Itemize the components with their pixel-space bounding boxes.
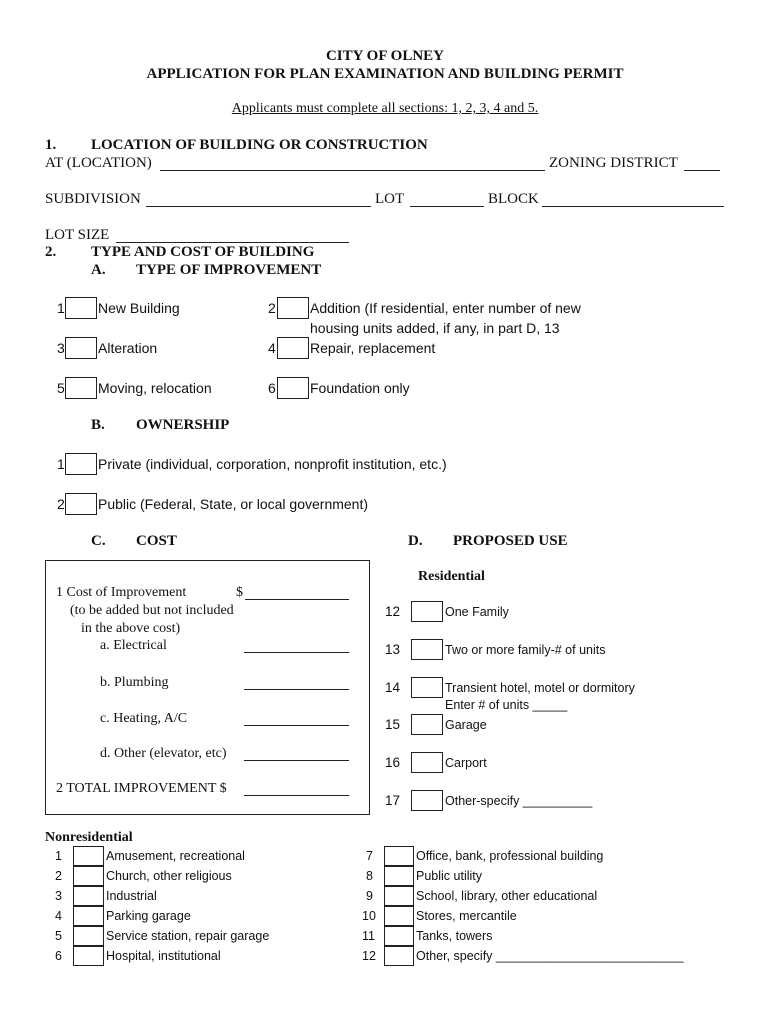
nonres-11-label: Tanks, towers bbox=[416, 929, 493, 943]
improvement-6-label: Foundation only bbox=[310, 380, 410, 396]
ownership-1-label: Private (individual, corporation, nonprofit institution, etc.) bbox=[98, 456, 447, 472]
cost-improvement-note-cont: in the above cost) bbox=[81, 621, 181, 636]
nonres-12-label: Other, specify ___________________________ bbox=[416, 949, 684, 963]
residential-17-number: 17 bbox=[385, 793, 401, 808]
ownership-2-label: Public (Federal, State, or local government) bbox=[98, 496, 369, 512]
cost-total-field[interactable] bbox=[244, 795, 349, 796]
improvement-5-number: 5 bbox=[57, 380, 65, 396]
nonres-1-label: Amusement, recreational bbox=[106, 849, 245, 863]
improvement-4-checkbox[interactable] bbox=[277, 337, 309, 359]
residential-14-units: Enter # of units _____ bbox=[445, 698, 568, 712]
at-location-label: AT (LOCATION) bbox=[45, 155, 152, 171]
residential-16-checkbox[interactable] bbox=[411, 752, 443, 773]
nonres-12-number: 12 bbox=[362, 949, 376, 963]
improvement-4-label: Repair, replacement bbox=[310, 340, 436, 356]
nonres-3-label: Industrial bbox=[106, 889, 157, 903]
residential-16-number: 16 bbox=[385, 755, 401, 770]
subdivision-field[interactable] bbox=[146, 206, 371, 207]
block-field[interactable] bbox=[542, 206, 724, 207]
nonres-12-checkbox[interactable] bbox=[384, 946, 414, 966]
subsection-c-title: COST bbox=[136, 533, 177, 549]
residential-12-label: One Family bbox=[445, 605, 509, 619]
residential-15-checkbox[interactable] bbox=[411, 714, 443, 735]
ownership-1-number: 1 bbox=[57, 456, 65, 472]
residential-14-checkbox[interactable] bbox=[411, 677, 443, 698]
improvement-1-label: New Building bbox=[98, 300, 180, 316]
section-1-title: LOCATION OF BUILDING OR CONSTRUCTION bbox=[91, 137, 428, 153]
improvement-2-number: 2 bbox=[268, 300, 276, 316]
nonres-5-number: 5 bbox=[55, 929, 62, 943]
subsection-c-letter: C. bbox=[91, 533, 106, 549]
lot-field[interactable] bbox=[410, 206, 484, 207]
improvement-3-number: 3 bbox=[57, 340, 65, 356]
form-city: CITY OF OLNEY bbox=[325, 48, 445, 64]
cost-heating-field[interactable] bbox=[244, 725, 349, 726]
nonres-5-checkbox[interactable] bbox=[73, 926, 104, 946]
improvement-6-checkbox[interactable] bbox=[277, 377, 309, 399]
improvement-1-checkbox[interactable] bbox=[65, 297, 97, 319]
residential-15-label: Garage bbox=[445, 718, 487, 732]
improvement-2-label: Addition (If residential, enter number of new bbox=[310, 300, 581, 316]
nonres-7-label: Office, bank, professional building bbox=[416, 849, 604, 863]
subsection-d-title: PROPOSED USE bbox=[453, 533, 568, 549]
lot-size-label: LOT SIZE bbox=[45, 227, 110, 243]
zoning-district-field[interactable] bbox=[684, 170, 720, 171]
cost-plumbing-label: b. Plumbing bbox=[100, 675, 169, 690]
cost-plumbing-field[interactable] bbox=[244, 689, 349, 690]
cost-electrical-field[interactable] bbox=[244, 652, 349, 653]
at-location-field[interactable] bbox=[160, 170, 545, 171]
residential-17-checkbox[interactable] bbox=[411, 790, 443, 811]
improvement-2-label-cont: housing units added, if any, in part D, 13 bbox=[310, 320, 560, 336]
nonres-1-number: 1 bbox=[55, 849, 62, 863]
ownership-2-number: 2 bbox=[57, 496, 65, 512]
improvement-6-number: 6 bbox=[268, 380, 276, 396]
residential-14-label: Transient hotel, motel or dormitory bbox=[445, 681, 635, 695]
residential-13-label: Two or more family-# of units bbox=[445, 643, 606, 657]
improvement-1-number: 1 bbox=[57, 300, 65, 316]
nonres-10-label: Stores, mercantile bbox=[416, 909, 517, 923]
nonres-9-number: 9 bbox=[366, 889, 373, 903]
nonres-7-number: 7 bbox=[366, 849, 373, 863]
nonres-5-label: Service station, repair garage bbox=[106, 929, 270, 943]
zoning-district-label: ZONING DISTRICT bbox=[549, 155, 678, 171]
residential-17-label: Other-specify __________ bbox=[445, 794, 593, 808]
nonres-2-number: 2 bbox=[55, 869, 62, 883]
cost-other-field[interactable] bbox=[244, 760, 349, 761]
section-2-title: TYPE AND COST OF BUILDING bbox=[91, 244, 315, 260]
nonres-9-label: School, library, other educational bbox=[416, 889, 598, 903]
residential-12-number: 12 bbox=[385, 604, 401, 619]
improvement-3-label: Alteration bbox=[98, 340, 158, 356]
nonres-7-checkbox[interactable] bbox=[384, 846, 414, 866]
improvement-2-checkbox[interactable] bbox=[277, 297, 309, 319]
cost-improvement-field[interactable] bbox=[245, 599, 349, 600]
nonres-10-number: 10 bbox=[362, 909, 376, 923]
subsection-d-letter: D. bbox=[408, 533, 423, 549]
nonres-4-label: Parking garage bbox=[106, 909, 191, 923]
lot-label: LOT bbox=[375, 191, 405, 207]
nonres-6-checkbox[interactable] bbox=[73, 946, 104, 966]
ownership-2-checkbox[interactable] bbox=[65, 493, 97, 515]
nonres-6-number: 6 bbox=[55, 949, 62, 963]
nonres-3-number: 3 bbox=[55, 889, 62, 903]
nonres-8-label: Public utility bbox=[416, 869, 482, 883]
nonres-11-number: 11 bbox=[362, 929, 375, 943]
cost-improvement-dollar: $ bbox=[236, 585, 243, 600]
nonres-2-label: Church, other religious bbox=[106, 869, 232, 883]
residential-12-checkbox[interactable] bbox=[411, 601, 443, 622]
residential-13-number: 13 bbox=[385, 642, 401, 657]
cost-total-label: 2 TOTAL IMPROVEMENT $ bbox=[56, 781, 227, 796]
cost-improvement-label: 1 Cost of Improvement bbox=[56, 585, 187, 600]
cost-heating-label: c. Heating, A/C bbox=[100, 711, 188, 726]
subsection-a-title: TYPE OF IMPROVEMENT bbox=[136, 262, 322, 278]
form-instructions: Applicants must complete all sections: 1, 2, 3, 4 and 5. bbox=[231, 101, 539, 116]
cost-other-label: d. Other (elevator, etc) bbox=[100, 746, 227, 761]
nonres-11-checkbox[interactable] bbox=[384, 926, 414, 946]
cost-electrical-label: a. Electrical bbox=[100, 638, 167, 653]
residential-14-number: 14 bbox=[385, 680, 401, 695]
subsection-a-letter: A. bbox=[91, 262, 106, 278]
nonres-3-checkbox[interactable] bbox=[73, 886, 104, 906]
subsection-b-title: OWNERSHIP bbox=[136, 417, 230, 433]
subsection-b-letter: B. bbox=[91, 417, 105, 433]
subdivision-label: SUBDIVISION bbox=[45, 191, 141, 207]
section-2-number: 2. bbox=[45, 244, 57, 260]
nonres-8-checkbox[interactable] bbox=[384, 866, 414, 886]
improvement-5-label: Moving, relocation bbox=[98, 380, 212, 396]
residential-heading: Residential bbox=[418, 569, 485, 584]
nonres-9-checkbox[interactable] bbox=[384, 886, 414, 906]
nonres-1-checkbox[interactable] bbox=[73, 846, 104, 866]
lot-size-field[interactable] bbox=[116, 242, 349, 243]
improvement-3-checkbox[interactable] bbox=[65, 337, 97, 359]
block-label: BLOCK bbox=[488, 191, 539, 207]
nonresidential-heading: Nonresidential bbox=[45, 830, 133, 845]
ownership-1-checkbox[interactable] bbox=[65, 453, 97, 475]
nonres-4-number: 4 bbox=[55, 909, 62, 923]
cost-improvement-note: (to be added but not included bbox=[70, 603, 234, 618]
residential-13-checkbox[interactable] bbox=[411, 639, 443, 660]
nonres-6-label: Hospital, institutional bbox=[106, 949, 221, 963]
nonres-2-checkbox[interactable] bbox=[73, 866, 104, 886]
form-title: APPLICATION FOR PLAN EXAMINATION AND BUILDING PERMIT bbox=[146, 66, 624, 82]
improvement-4-number: 4 bbox=[268, 340, 276, 356]
section-1-number: 1. bbox=[45, 137, 57, 153]
nonres-4-checkbox[interactable] bbox=[73, 906, 104, 926]
nonres-8-number: 8 bbox=[366, 869, 373, 883]
improvement-5-checkbox[interactable] bbox=[65, 377, 97, 399]
nonres-10-checkbox[interactable] bbox=[384, 906, 414, 926]
residential-16-label: Carport bbox=[445, 756, 487, 770]
residential-15-number: 15 bbox=[385, 717, 401, 732]
